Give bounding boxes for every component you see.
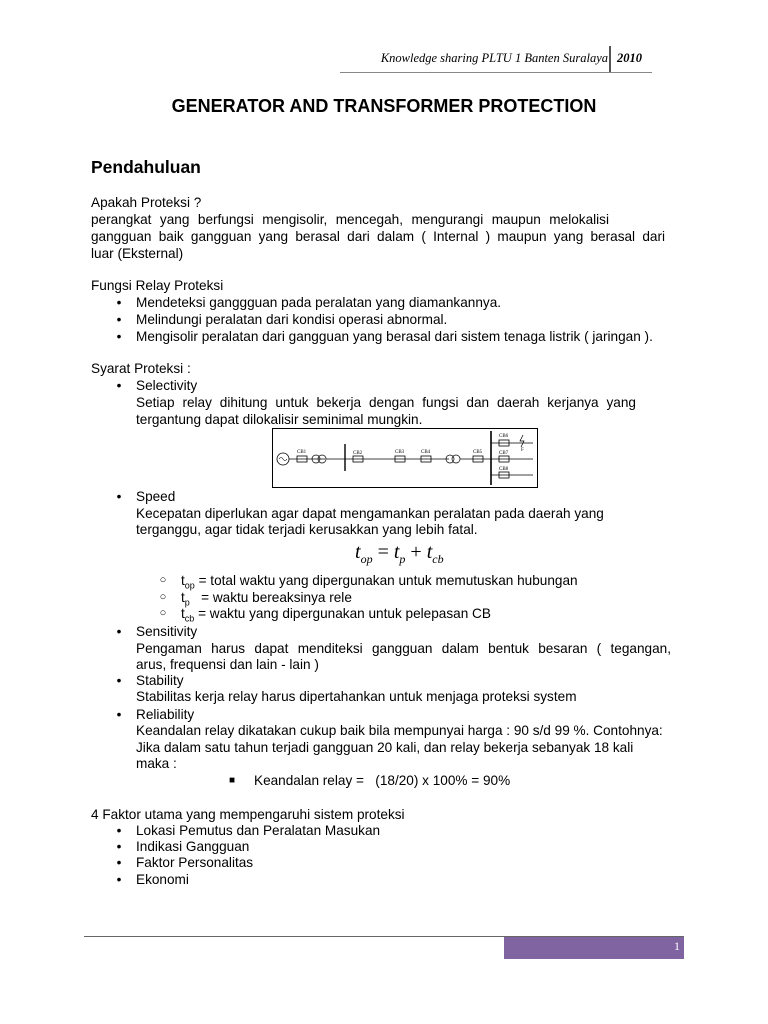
speed-term-tcb: $t_{cb}$ = waktu yang dipergunakan untuk pelepasan CB [181,606,491,624]
label-cb3: CB3 [395,450,405,455]
reliability-line-1: Keandalan relay dikatakan cukup baik bila mempunyai harga : 90 s/d 99 %. Contohnya: [136,723,663,738]
label-cb4: CB4 [421,450,431,455]
label-cb2: CB2 [353,451,363,456]
bullet: • [116,295,122,310]
reliability-line-2: Jika dalam satu tahun terjadi gangguan 20 kali, dan relay bekerja sebanyak 18 kali [136,740,634,755]
running-header: Knowledge sharing PLTU 1 Banten Suralaya [380,51,608,65]
faktor-item: Faktor Personalitas [136,855,254,870]
fault-lightning-icon [520,435,524,447]
single-line-diagram [272,428,538,488]
label-cb8: CB8 [499,467,509,472]
fungsi-item: Melindungi peralatan dari kondisi operasi abnormal. [136,312,448,327]
bullet: • [116,855,122,870]
stability-label: Stability [136,673,184,688]
faktor-item: Ekonomi [136,872,189,887]
sensitivity-label: Sensitivity [136,624,198,639]
apakah-question: Apakah Proteksi ? [91,195,202,210]
label-cb1: CB1 [297,450,307,455]
reliability-label: Reliability [136,707,195,722]
selectivity-line-2: tergantung dapat dilokalisir seminimal mungkin. [136,412,423,427]
fungsi-item: Mengisolir peralatan dari gangguan yang berasal dari sistem tenaga listrik ( jaringan ). [136,329,653,344]
speed-label: Speed [136,489,176,504]
bullet: • [116,378,122,393]
sensitivity-line-2: arus, frequensi dan lain - lain ) [136,657,319,672]
sensitivity-line-1: Pengaman harus dapat menditeksi gangguan dalam bentuk besaran ( tegangan, [136,641,671,656]
bullet: • [116,823,122,838]
label-cb5: CB5 [473,450,483,455]
speed-term-top: $t_{op}$ = total waktu yang dipergunakan untuk memutuskan hubungan [181,573,578,591]
bullet: • [116,312,122,327]
header-separator [609,46,611,72]
faktor-heading: 4 Faktor utama yang mempengaruhi sistem proteksi [91,807,405,822]
document-title: GENERATOR AND TRANSFORMER PROTECTION [171,96,597,116]
page-number: 1 [674,939,680,953]
bullet: • [116,489,122,504]
stability-line-1: Stabilitas kerja relay harus dipertahankan untuk menjaga proteksi system [136,689,577,704]
apakah-line-3: luar (Eksternal) [91,246,184,261]
speed-formula: $t_{op} = t_p + t_{cb}$ [355,541,444,566]
reliability-calc: Keandalan relay = (18/20) x 100% = 90% [254,773,511,788]
header-rule [340,72,652,73]
fungsi-heading: Fungsi Relay Proteksi [91,278,224,293]
selectivity-line-1: Setiap relay dihitung untuk bekerja dengan fungsi dan daerah kerjanya yang [136,395,636,410]
faktor-item: Lokasi Pemutus dan Peralatan Masukan [136,823,381,838]
circle-bullet-icon: ○ [159,591,167,603]
label-cb6: CB6 [499,434,509,439]
apakah-line-2: gangguan baik gangguan yang berasal dari dalam ( Internal ) maupun yang berasal dari [91,229,665,244]
footer-bar [504,937,684,959]
section-heading: Pendahuluan [91,157,201,177]
circle-bullet-icon: ○ [159,574,167,586]
syarat-heading: Syarat Proteksi : [91,361,191,376]
transformer-2b [452,455,460,463]
bullet: • [116,624,122,639]
speed-line-1: Kecepatan diperlukan agar dapat mengamankan peralatan pada daerah yang [136,506,604,521]
fungsi-item: Mendeteksi ganggguan pada peralatan yang diamankannya. [136,295,502,310]
faktor-item: Indikasi Gangguan [136,839,250,854]
reliability-line-3: maka : [136,756,177,771]
generator-wave-icon [279,458,287,461]
bullet: • [116,872,122,887]
apakah-line-1: perangkat yang berfungsi mengisolir, mencegah, mengurangi maupun melokalisi [91,212,609,227]
bullet: • [116,839,122,854]
square-bullet-icon: ■ [228,775,236,786]
bullet: • [116,329,122,344]
speed-line-2: terganggu, agar tidak terjadi kerusakkan yang lebih fatal. [136,522,478,537]
header-year: 2010 [617,51,642,65]
label-cb7: CB7 [499,451,509,456]
circle-bullet-icon: ○ [159,607,167,619]
selectivity-label: Selectivity [136,378,198,393]
speed-term-tp: $t_p$ = waktu bereaksinya rele [181,590,352,608]
bullet: • [116,673,122,688]
bullet: • [116,707,122,722]
label-fault: F [521,448,524,453]
